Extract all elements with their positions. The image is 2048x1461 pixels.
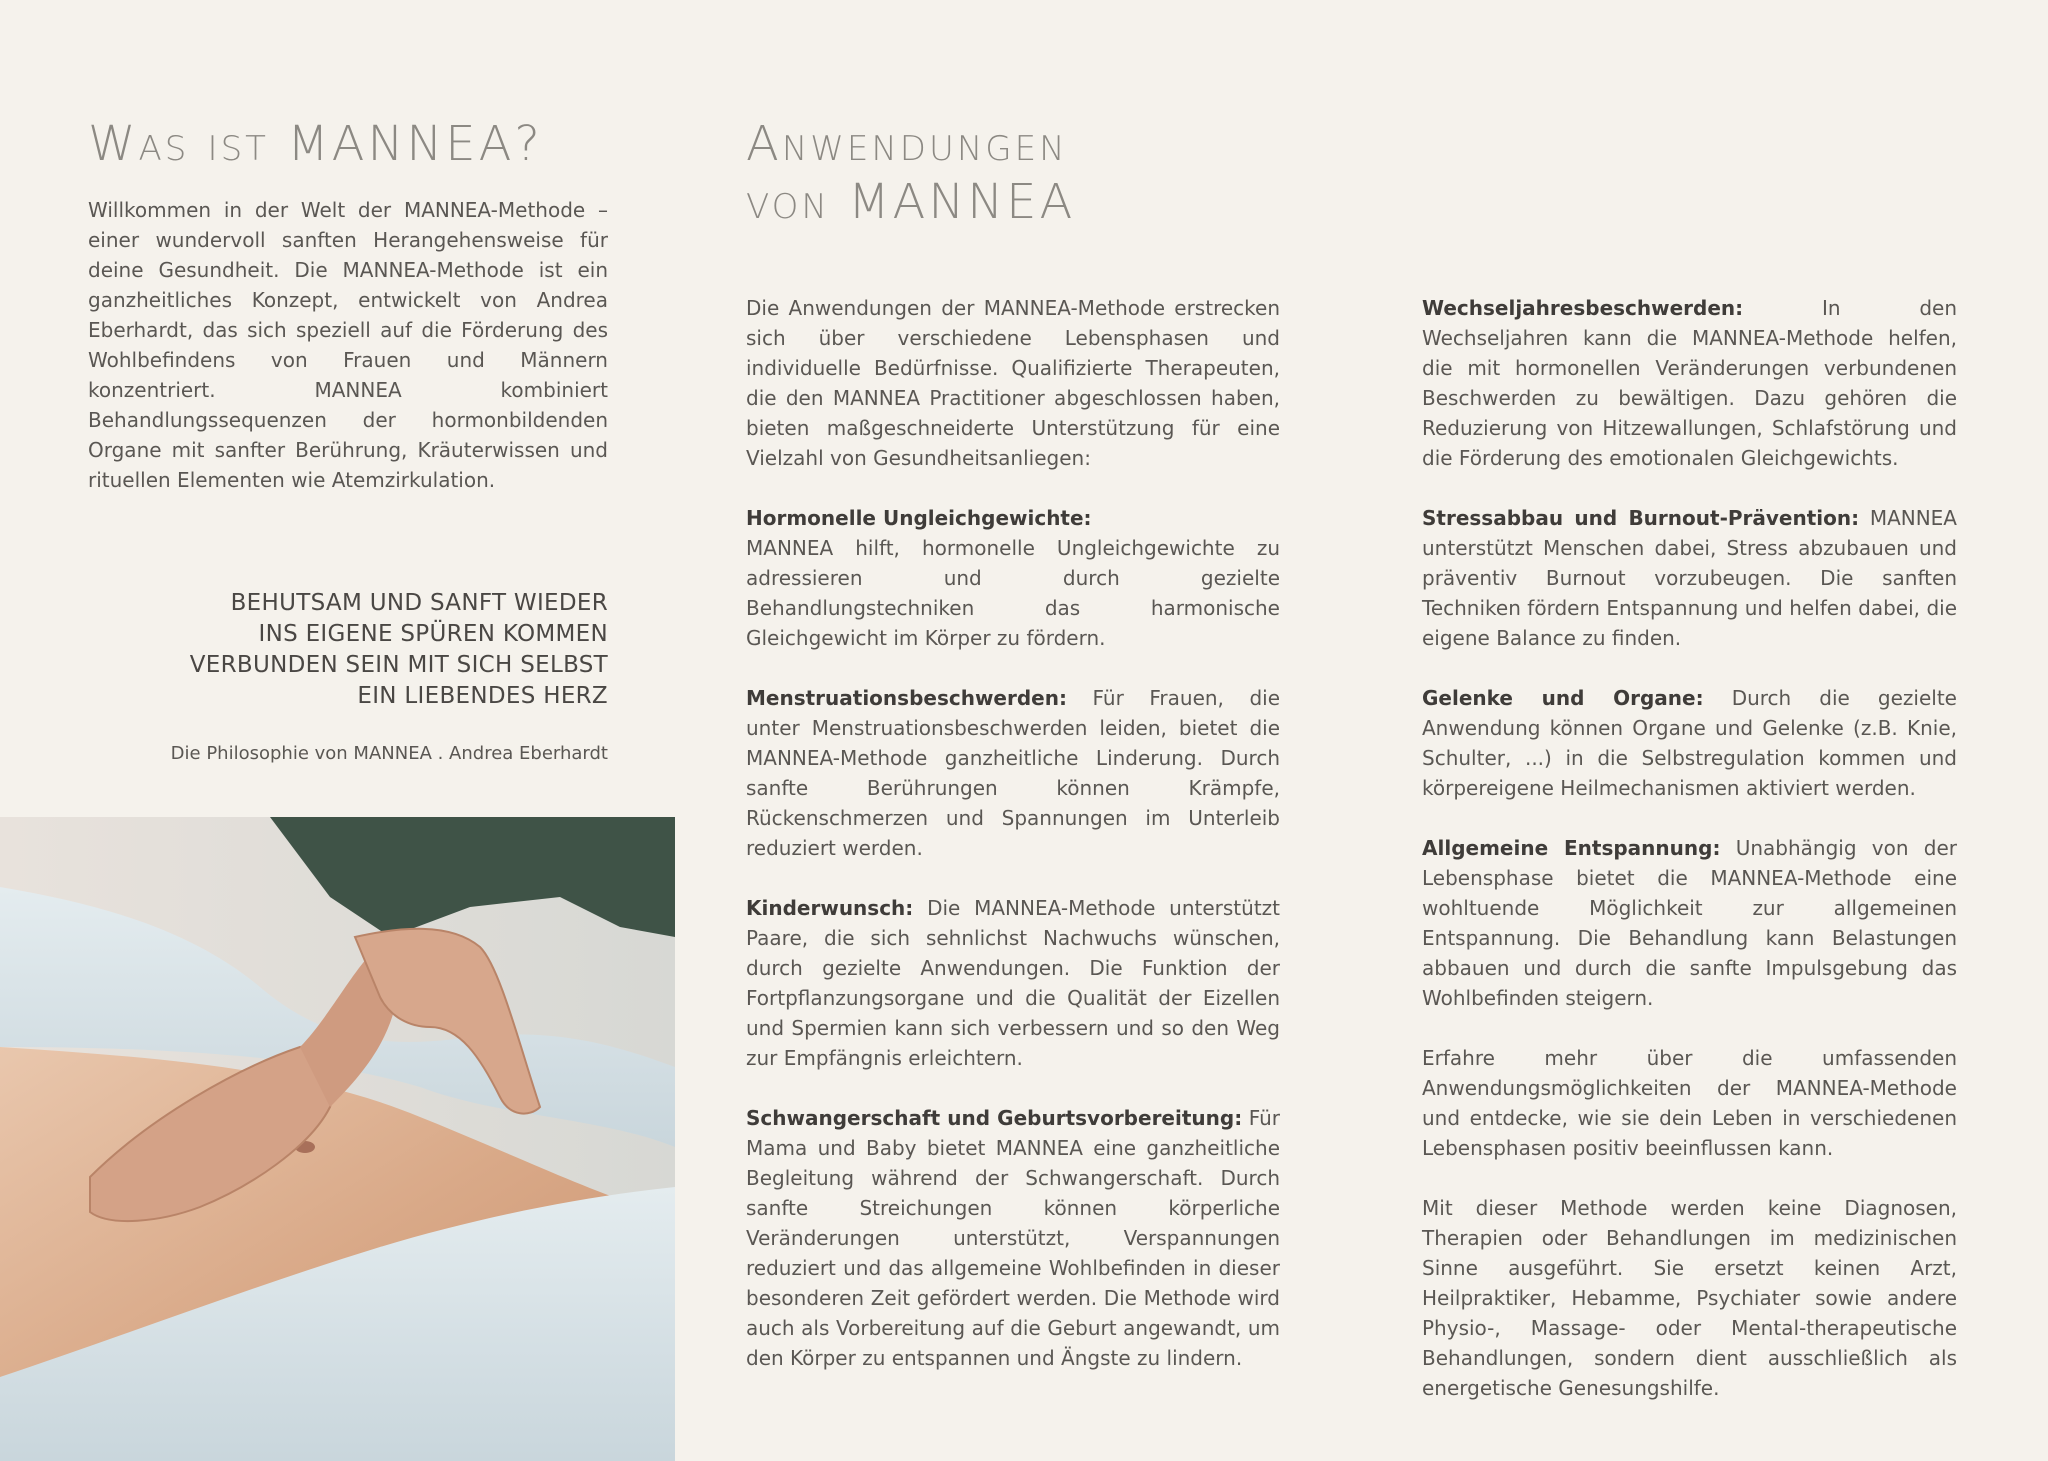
disclaimer-paragraph: Mit dieser Methode werden keine Diagnosen, Therapien oder Behandlungen im medizinischen Sinne ausgeführt. Sie ersetzt keinen Arzt, Heilpraktiker, Hebamme, Psychiater sowie andere Physio-, Massage- oder Mental-therapeutische Behandlungen, sondern dient ausschließlich als energetische Genesungshilfe. xyxy=(1422,1196,1957,1400)
massage-photo xyxy=(0,817,675,1461)
application-title: Hormonelle Ungleichgewichte: xyxy=(746,506,1092,530)
quote-line: VERBUNDEN SEIN MIT SICH SELBST xyxy=(189,652,608,678)
outro-paragraph: Erfahre mehr über die umfassenden Anwendungsmöglichkeiten der MANNEA-Methode und entdecke, wie sie dein Leben in verschiedenen Lebensphasen positiv beeinflussen kann. xyxy=(1422,1046,1957,1160)
application-item xyxy=(1422,293,1957,473)
application-item xyxy=(1422,503,1957,653)
applications-column-middle xyxy=(746,293,1280,1373)
application-item xyxy=(746,1103,1280,1373)
applications-intro: Die Anwendungen der MANNEA-Methode erstrecken sich über verschiedene Lebensphasen und individuelle Bedürfnisse. Qualifizierte Therapeuten, die den MANNEA Practitioner abgeschlossen haben, bieten maßgeschneiderte Unterstützung für eine Vielzahl von Gesundheitsanliegen: xyxy=(746,296,1280,470)
quote-line: EIN LIEBENDES HERZ xyxy=(357,683,608,709)
application-text: Unabhängig von der Lebensphase bietet die MANNEA-Methode eine wohltuende Möglichkeit zur allgemeinen Entspannung. Die Behandlung kann Belastungen abbauen und durch die sanfte Impulsgebung das Wohlbefinden steigern. xyxy=(1422,836,1957,1010)
application-text: Die MANNEA-Methode unterstützt Paare, die sich sehnlichst Nachwuchs wünschen, durch gezielte Anwendungen. Die Funktion der Fortpflanzungsorgane und die Qualität der Eizellen und Spermien kann sich verbessern und so den Weg zur Empfängnis erleichtern. xyxy=(746,896,1280,1070)
application-text: In den Wechseljahren kann die MANNEA-Methode helfen, die mit hormonellen Veränderungen verbundenen Beschwerden zu bewältigen. Dazu gehören die Reduzierung von Hitzewallungen, Schlafstörung und die Förderung des emotionalen Gleichgewichts. xyxy=(1422,296,1957,470)
application-item xyxy=(746,503,1280,653)
application-text: MANNEA unterstützt Menschen dabei, Stress abzubauen und präventiv Burnout vorzubeugen. Die sanften Techniken fördern Entspannung und helfen dabei, die eigene Balance zu finden. xyxy=(1422,506,1957,650)
application-title: Wechseljahresbeschwerden: xyxy=(1422,296,1744,320)
application-text: Für Mama und Baby bietet MANNEA eine ganzheitliche Begleitung während der Schwangerschaft. Durch sanfte Streichungen können körperliche Veränderungen unterstützt, Verspannungen reduziert und das allgemeine Wohlbefinden in dieser besonderen Zeit gefördert werden. Die Methode wird auch als Vorbereitung auf die Geburt angewandt, um den Körper zu entspannen und Ängste zu lindern. xyxy=(746,1106,1280,1370)
application-text: Für Frauen, die unter Menstruationsbeschwerden leiden, bietet die MANNEA-Methode ganzheitliche Linderung. Durch sanfte Berührungen können Krämpfe, Rückenschmerzen und Spannungen im Unterleib reduziert werden. xyxy=(746,686,1281,860)
application-text: Durch die gezielte Anwendung können Organe und Gelenke (z.B. Knie, Schulter, ...) in die Selbstregulation kommen und körpereigene Heilmechanismen aktiviert werden. xyxy=(1422,686,1957,800)
heading-line: von MANNEA xyxy=(746,174,1076,230)
application-title: Schwangerschaft und Geburtsvorbereitung: xyxy=(746,1106,1243,1130)
application-item xyxy=(1422,833,1957,1013)
application-title: Gelenke und Organe: xyxy=(1422,686,1704,710)
quote-line: BEHUTSAM UND SANFT WIEDER xyxy=(230,590,608,616)
application-item xyxy=(1422,683,1957,803)
section-title-anwendungen xyxy=(746,115,1246,231)
application-title: Kinderwunsch: xyxy=(746,896,914,920)
intro-text: Willkommen in der Welt der MANNEA-Methode – einer wundervoll sanften Herangehensweise für deine Gesundheit. Die MANNEA-Methode ist ein ganzheitliches Konzept, entwickelt von Andrea Eberhardt, das sich speziell auf die Förderung des Wohlbefindens von Frauen und Männern konzentriert. MANNEA kombiniert Behandlungssequenzen der hormonbildenden Organe mit sanfter Berührung, Kräuterwissen und rituellen Elementen wie Atemzirkulation. xyxy=(88,198,608,492)
philosophy-quote xyxy=(190,588,608,712)
heading-line: Anwendungen xyxy=(746,116,1068,172)
application-title: Allgemeine Entspannung: xyxy=(1422,836,1721,860)
quote-credit: Die Philosophie von MANNEA . Andrea Eberhardt xyxy=(170,743,608,764)
application-title: Menstruationsbeschwerden: xyxy=(746,686,1067,710)
intro-paragraph xyxy=(88,195,608,495)
quote-line: INS EIGENE SPÜREN KOMMEN xyxy=(258,621,608,647)
application-title: Stressabbau und Burnout-Prävention: xyxy=(1422,506,1860,530)
application-item xyxy=(746,893,1280,1073)
application-item xyxy=(746,683,1280,863)
applications-column-right xyxy=(1422,293,1957,1403)
application-text: MANNEA hilft, hormonelle Ungleichgewichte zu adressieren und durch gezielte Behandlungstechniken das harmonische Gleichgewicht im Körper zu fördern. xyxy=(746,536,1280,650)
page-title-was-ist-mannea: Was ist MANNEA? xyxy=(88,116,543,172)
